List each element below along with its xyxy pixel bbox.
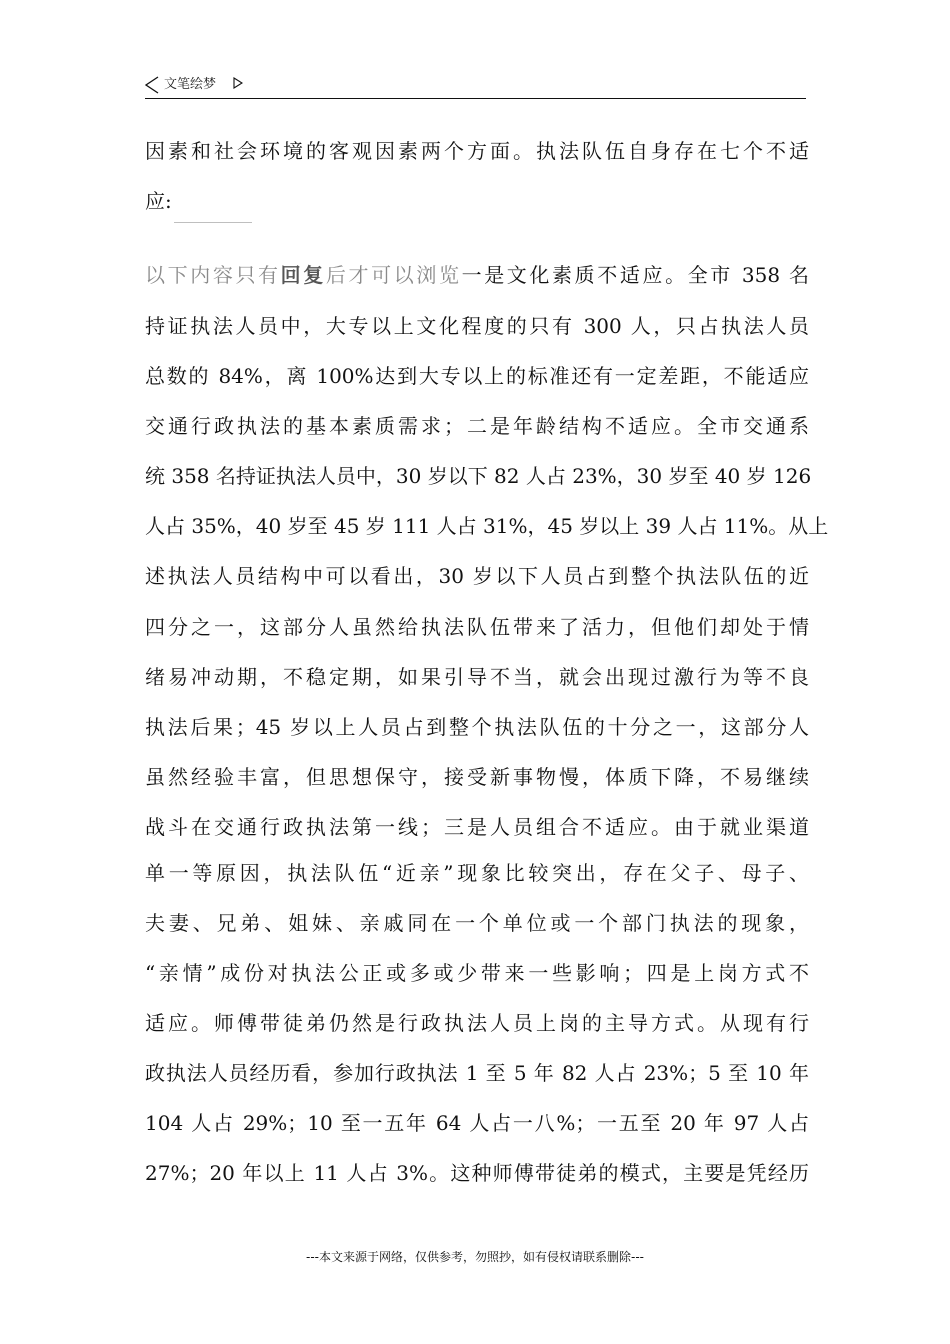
body-line-3-text: 一是文化素质不适应。全市 358 名 — [461, 263, 810, 287]
triangle-right-icon — [233, 77, 243, 89]
header-divider — [145, 98, 806, 99]
body-line-14: 战斗在交通行政执法第一线；三是人员组合不适应。由于就业渠道 — [145, 815, 809, 839]
body-line-20: 104 人占 29%；10 至一五年 64 人占一八%；一五至 20 年 97 人占 — [145, 1111, 809, 1135]
header-title: 文笔绘梦 — [164, 77, 217, 92]
body-line-7: 统 358 名持证执法人员中，30 岁以下 82 人占 23%，30 岁至 40 岁 126 — [145, 464, 812, 488]
reply-notice-prefix: 以下内容只有 — [145, 263, 281, 287]
body-line-6: 交通行政执法的基本素质需求；二是年龄结构不适应。全市交通系 — [145, 414, 809, 438]
page-header — [145, 74, 806, 98]
body-line-3 — [145, 260, 809, 290]
body-line-17: “亲情”成份对执法公正或多或少带来一些影响；四是上岗方式不 — [145, 961, 809, 985]
body-line-16: 夫妻、兄弟、姐妹、亲戚同在一个单位或一个部门执法的现象， — [145, 911, 809, 935]
body-line-13: 虽然经验丰富，但思想保守，接受新事物慢，体质下降，不易继续 — [145, 765, 809, 789]
body-line-12: 执法后果；45 岁以上人员占到整个执法队伍的十分之一，这部分人 — [145, 715, 809, 739]
reply-notice-bold: 回复 — [280, 263, 326, 287]
body-line-8: 人占 35%，40 岁至 45 岁 111 人占 31%，45 岁以上 39 人占 11%。从上 — [145, 514, 829, 538]
body-line-2: 应: — [145, 189, 172, 213]
short-divider — [174, 222, 252, 223]
body-line-1: 因素和社会环境的客观因素两个方面。执法队伍自身存在七个不适 — [145, 139, 809, 163]
body-line-11: 绪易冲动期，不稳定期，如果引导不当，就会出现过激行为等不良 — [145, 665, 809, 689]
body-line-21: 27%；20 年以上 11 人占 3%。这种师傅带徒弟的模式，主要是凭经历 — [145, 1161, 809, 1185]
body-line-5: 总数的 84%，离 100%达到大专以上的标准还有一定差距，不能适应 — [145, 364, 809, 388]
body-line-9: 述执法人员结构中可以看出，30 岁以下人员占到整个执法队伍的近 — [145, 564, 809, 588]
triangle-left-icon — [145, 76, 159, 94]
body-line-15: 单一等原因，执法队伍“近亲”现象比较突出，存在父子、母子、 — [145, 861, 809, 885]
reply-to-view-notice[interactable] — [145, 263, 462, 287]
body-line-19: 政执法人员经历看，参加行政执法 1 至 5 年 82 人占 23%；5 至 10 年 — [145, 1061, 809, 1085]
body-line-10: 四分之一，这部分人虽然给执法队伍带来了活力，但他们却处于情 — [145, 615, 809, 639]
footer-disclaimer: ---本文来源于网络，仅供参考，勿照抄，如有侵权请联系删除--- — [306, 1250, 644, 1264]
body-line-4: 持证执法人员中，大专以上文化程度的只有 300 人，只占执法人员 — [145, 314, 809, 338]
reply-notice-suffix: 后才可以浏览 — [325, 263, 462, 287]
body-line-18: 适应。师傅带徒弟仍然是行政执法人员上岗的主导方式。从现有行 — [145, 1011, 809, 1035]
